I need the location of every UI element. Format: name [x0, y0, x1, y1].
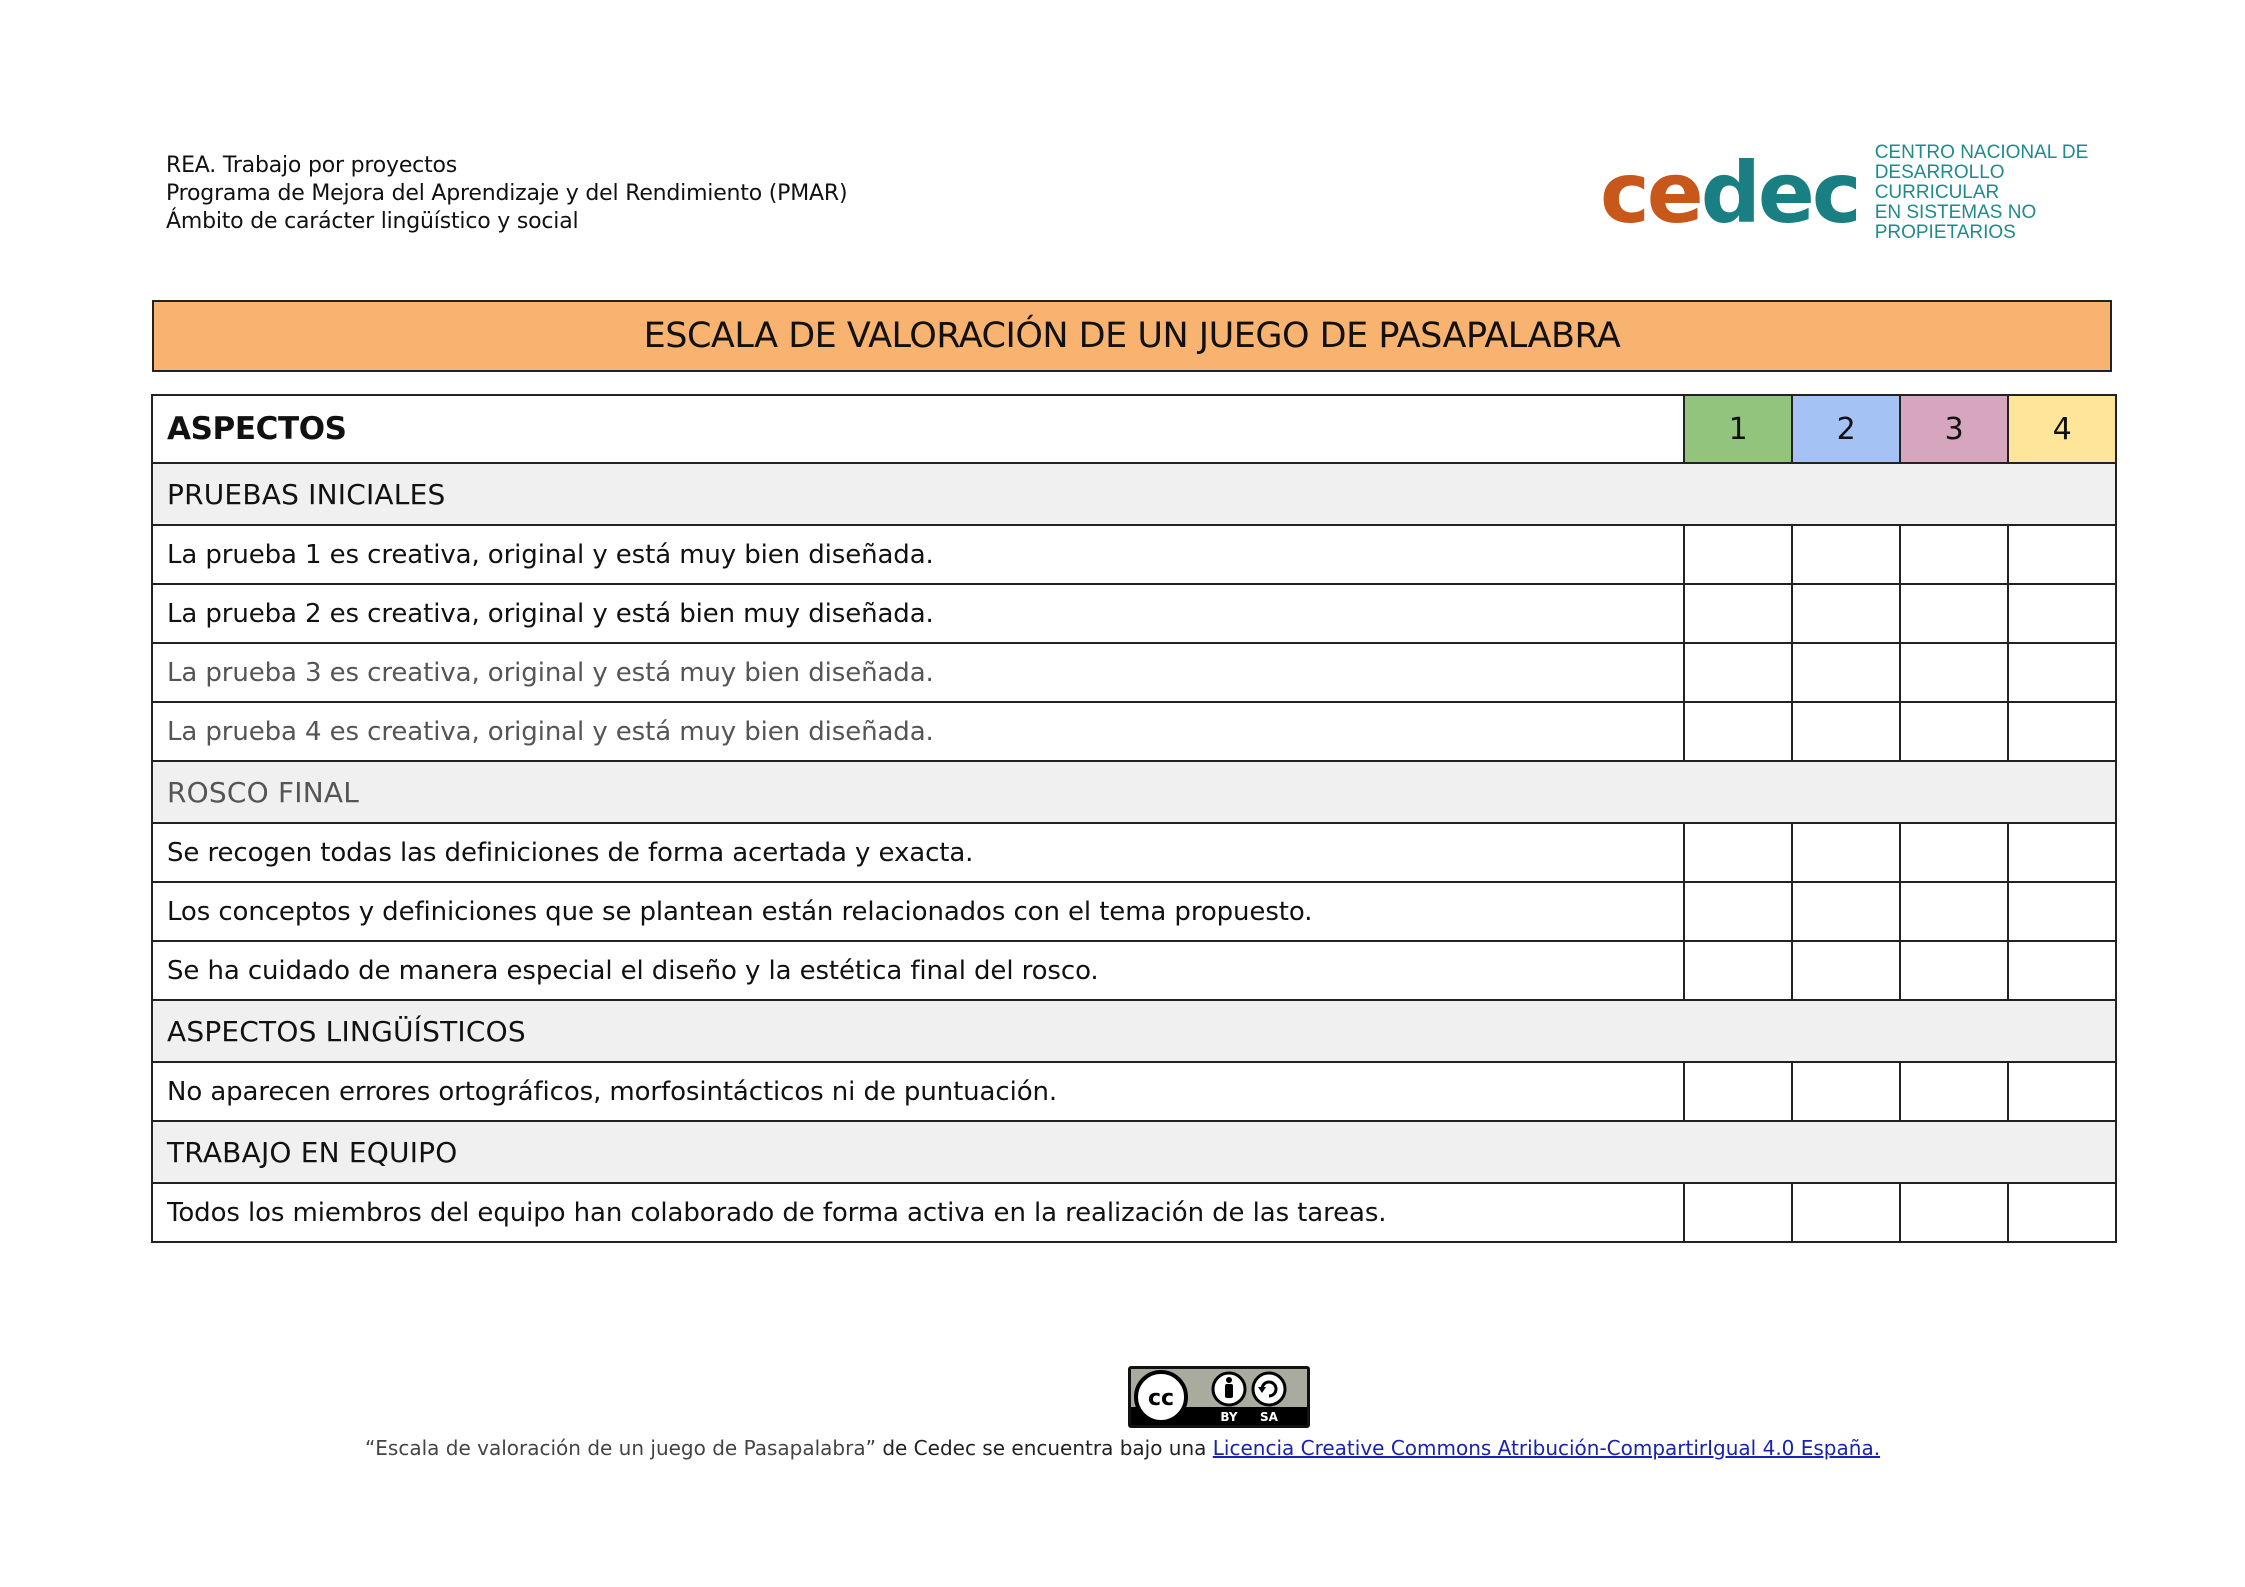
aspect-text: Los conceptos y definiciones que se plantean están relacionados con el tema propuesto. [152, 882, 1684, 941]
logo-letter: e [1646, 144, 1701, 242]
score-cell-1[interactable] [1684, 823, 1792, 882]
score-cell-2[interactable] [1792, 525, 1900, 584]
score-cell-3[interactable] [1900, 1183, 2008, 1242]
license-link[interactable]: Licencia Creative Commons Atribución-CompartirIgual 4.0 España. [1212, 1436, 1881, 1460]
score-cell-1[interactable] [1684, 1062, 1792, 1121]
score-cell-2[interactable] [1792, 1183, 1900, 1242]
table-header-row [152, 395, 2116, 463]
logo-letter: e [1757, 144, 1812, 242]
share-alike-icon [1253, 1373, 1285, 1405]
score-cell-1[interactable] [1684, 643, 1792, 702]
section-row [152, 1000, 2116, 1062]
license-notice [0, 1436, 2245, 1460]
score-cell-3[interactable] [1900, 584, 2008, 643]
cedec-logo-word [1600, 144, 1859, 242]
logo-letter: d [1700, 144, 1758, 242]
badge-by-label: BY [1220, 1410, 1238, 1424]
logo-letter: c [1600, 144, 1647, 242]
score-cell-4[interactable] [2008, 702, 2116, 761]
score-cell-3[interactable] [1900, 823, 2008, 882]
score-cell-2[interactable] [1792, 882, 1900, 941]
cedec-logo [1600, 142, 2130, 243]
page-title: ESCALA DE VALORACIÓN DE UN JUEGO DE PASAPALABRA [152, 300, 2112, 372]
score-cell-3[interactable] [1900, 941, 2008, 1000]
score-cell-4[interactable] [2008, 1183, 2116, 1242]
aspect-text: Todos los miembros del equipo han colaborado de forma activa en la realización de las tareas. [152, 1183, 1684, 1242]
cc-by-sa-badge [1128, 1366, 1310, 1428]
section-title-pruebas-iniciales: PRUEBAS INICIALES [152, 463, 2116, 525]
aspect-text: No aparecen errores ortográficos, morfosintácticos ni de puntuación. [152, 1062, 1684, 1121]
score-cell-4[interactable] [2008, 525, 2116, 584]
badge-sa-label: SA [1260, 1410, 1278, 1424]
table-row [152, 823, 2116, 882]
score-cell-4[interactable] [2008, 941, 2116, 1000]
svg-text:cc: cc [1147, 1386, 1175, 1411]
rating-scale-table [151, 394, 2117, 1243]
score-cell-3[interactable] [1900, 702, 2008, 761]
score-cell-1[interactable] [1684, 525, 1792, 584]
table-row [152, 643, 2116, 702]
score-cell-4[interactable] [2008, 584, 2116, 643]
score-cell-1[interactable] [1684, 584, 1792, 643]
table-row [152, 525, 2116, 584]
table-row [152, 882, 2116, 941]
section-title-aspectos-linguisticos: ASPECTOS LINGÜÍSTICOS [152, 1000, 2116, 1062]
cedec-logo-subtitle [1875, 143, 2130, 243]
document-header [166, 152, 847, 236]
score-cell-1[interactable] [1684, 702, 1792, 761]
attribution-icon [1213, 1373, 1245, 1405]
score-column-3: 3 [1900, 395, 2008, 463]
aspects-column-header: ASPECTOS [152, 395, 1684, 463]
score-cell-1[interactable] [1684, 941, 1792, 1000]
aspect-text: La prueba 1 es creativa, original y está muy bien diseñada. [152, 525, 1684, 584]
score-cell-1[interactable] [1684, 882, 1792, 941]
aspect-text: La prueba 2 es creativa, original y está bien muy diseñada. [152, 584, 1684, 643]
table-row [152, 584, 2116, 643]
logo-sub-line-1: CENTRO NACIONAL DE [1874, 142, 2089, 163]
score-cell-3[interactable] [1900, 525, 2008, 584]
aspect-text: Se recogen todas las definiciones de forma acertada y exacta. [152, 823, 1684, 882]
score-column-4: 4 [2008, 395, 2116, 463]
table-row [152, 1062, 2116, 1121]
section-title-trabajo-en-equipo: TRABAJO EN EQUIPO [152, 1121, 2116, 1183]
section-row [152, 463, 2116, 525]
logo-sub-line-2: DESARROLLO CURRICULAR [1874, 162, 2005, 203]
work-title: “Escala de valoración de un juego de Pasapalabra” [364, 1436, 876, 1460]
table-row [152, 1183, 2116, 1242]
score-cell-4[interactable] [2008, 882, 2116, 941]
score-cell-2[interactable] [1792, 941, 1900, 1000]
score-cell-2[interactable] [1792, 584, 1900, 643]
score-cell-4[interactable] [2008, 643, 2116, 702]
cc-icon [1136, 1372, 1186, 1422]
score-cell-2[interactable] [1792, 1062, 1900, 1121]
section-title-rosco-final: ROSCO FINAL [152, 761, 2116, 823]
table-row [152, 702, 2116, 761]
score-cell-3[interactable] [1900, 1062, 2008, 1121]
score-cell-3[interactable] [1900, 643, 2008, 702]
aspect-text: La prueba 4 es creativa, original y está muy bien diseñada. [152, 702, 1684, 761]
score-cell-3[interactable] [1900, 882, 2008, 941]
score-cell-2[interactable] [1792, 702, 1900, 761]
score-cell-2[interactable] [1792, 643, 1900, 702]
score-column-1: 1 [1684, 395, 1792, 463]
logo-sub-line-3: EN SISTEMAS NO PROPIETARIOS [1874, 202, 2037, 243]
score-cell-4[interactable] [2008, 1062, 2116, 1121]
header-line-1: REA. Trabajo por proyectos [166, 153, 458, 178]
license-middle-text: de Cedec se encuentra bajo una [875, 1436, 1213, 1460]
section-row [152, 1121, 2116, 1183]
score-cell-4[interactable] [2008, 823, 2116, 882]
table-row [152, 941, 2116, 1000]
score-cell-2[interactable] [1792, 823, 1900, 882]
logo-letter: c [1811, 144, 1859, 242]
header-line-3: Ámbito de carácter lingüístico y social [166, 209, 579, 234]
header-line-2: Programa de Mejora del Aprendizaje y del Rendimiento (PMAR) [166, 181, 848, 206]
score-cell-1[interactable] [1684, 1183, 1792, 1242]
section-row [152, 761, 2116, 823]
aspect-text: La prueba 3 es creativa, original y está muy bien diseñada. [152, 643, 1684, 702]
score-column-2: 2 [1792, 395, 1900, 463]
aspect-text: Se ha cuidado de manera especial el diseño y la estética final del rosco. [152, 941, 1684, 1000]
